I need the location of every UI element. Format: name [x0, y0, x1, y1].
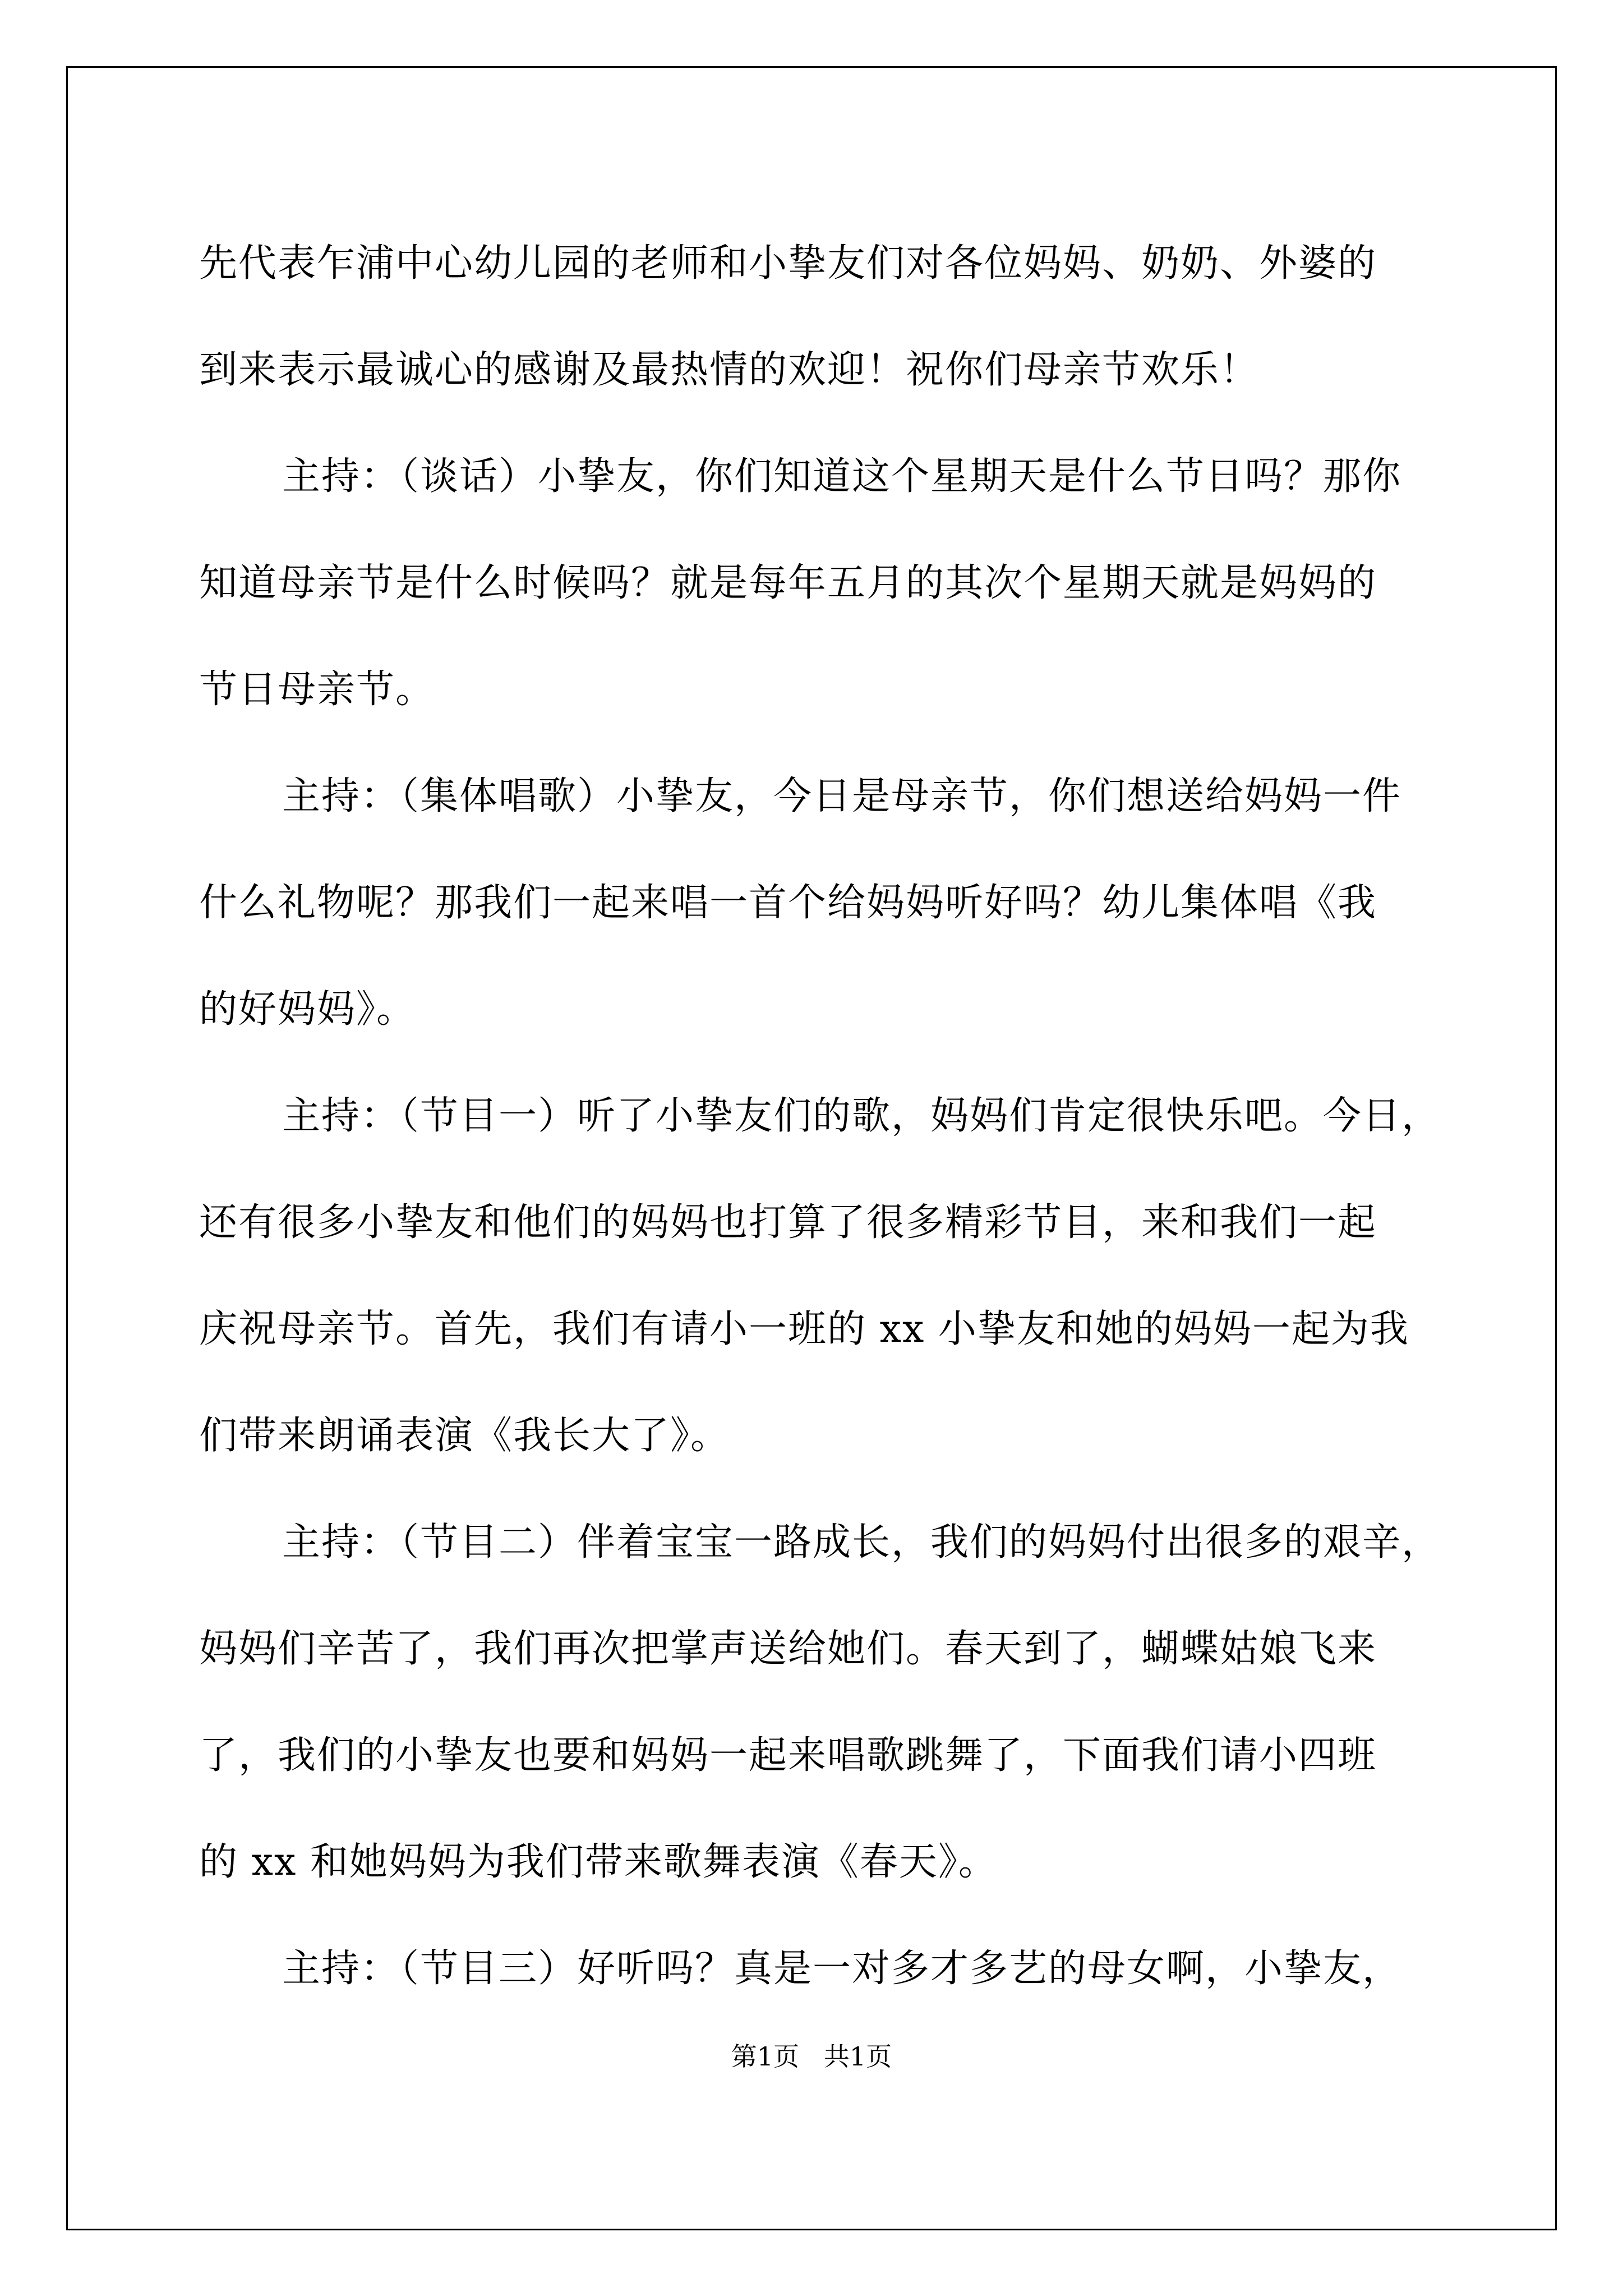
text-line: 节日母亲节。	[199, 668, 435, 712]
text-line: 主持：（节目三）好听吗？真是一对多才多艺的母女啊，小挚友，	[282, 1947, 1402, 1991]
text-line: 主持：（集体唱歌）小挚友，今日是母亲节，你们想送给妈妈一件	[282, 774, 1402, 818]
text-line: 们带来朗诵表演《我长大了》。	[199, 1414, 730, 1458]
document-body	[199, 210, 1441, 2022]
page-number-footer: 第1页 共1页	[731, 2041, 892, 2072]
text-line: 的好妈妈》。	[199, 987, 416, 1032]
text-line: 的 xx 和她妈妈为我们带来歌舞表演《春天》。	[199, 1840, 998, 1884]
text-line: 还有很多小挚友和他们的妈妈也打算了很多精彩节目，来和我们一起	[199, 1200, 1377, 1245]
text-line: 先代表乍浦中心幼儿园的老师和小挚友们对各位妈妈、奶奶、外婆的	[199, 241, 1377, 286]
text-line: 知道母亲节是什么时候吗？就是每年五月的其次个星期天就是妈妈的	[199, 561, 1377, 605]
text-line: 妈妈们辛苦了，我们再次把掌声送给她们。春天到了，蝴蝶姑娘飞来	[199, 1627, 1377, 1671]
text-line: 庆祝母亲节。首先，我们有请小一班的 xx 小挚友和她的妈妈一起为我	[199, 1307, 1409, 1351]
text-line: 什么礼物呢？那我们一起来唱一首个给妈妈听好吗？幼儿集体唱《我	[199, 881, 1377, 925]
text-line: 主持：（谈话）小挚友，你们知道这个星期天是什么节日吗？那你	[282, 454, 1402, 499]
text-line: 主持：（节目二）伴着宝宝一路成长，我们的妈妈付出很多的艰辛，	[282, 1520, 1441, 1565]
text-line: 到来表示最诚心的感谢及最热情的欢迎！祝你们母亲节欢乐！	[199, 348, 1260, 392]
text-line: 了，我们的小挚友也要和妈妈一起来唱歌跳舞了，下面我们请小四班	[199, 1733, 1377, 1778]
text-line: 主持：（节目一）听了小挚友们的歌，妈妈们肯定很快乐吧。今日，	[282, 1094, 1441, 1138]
